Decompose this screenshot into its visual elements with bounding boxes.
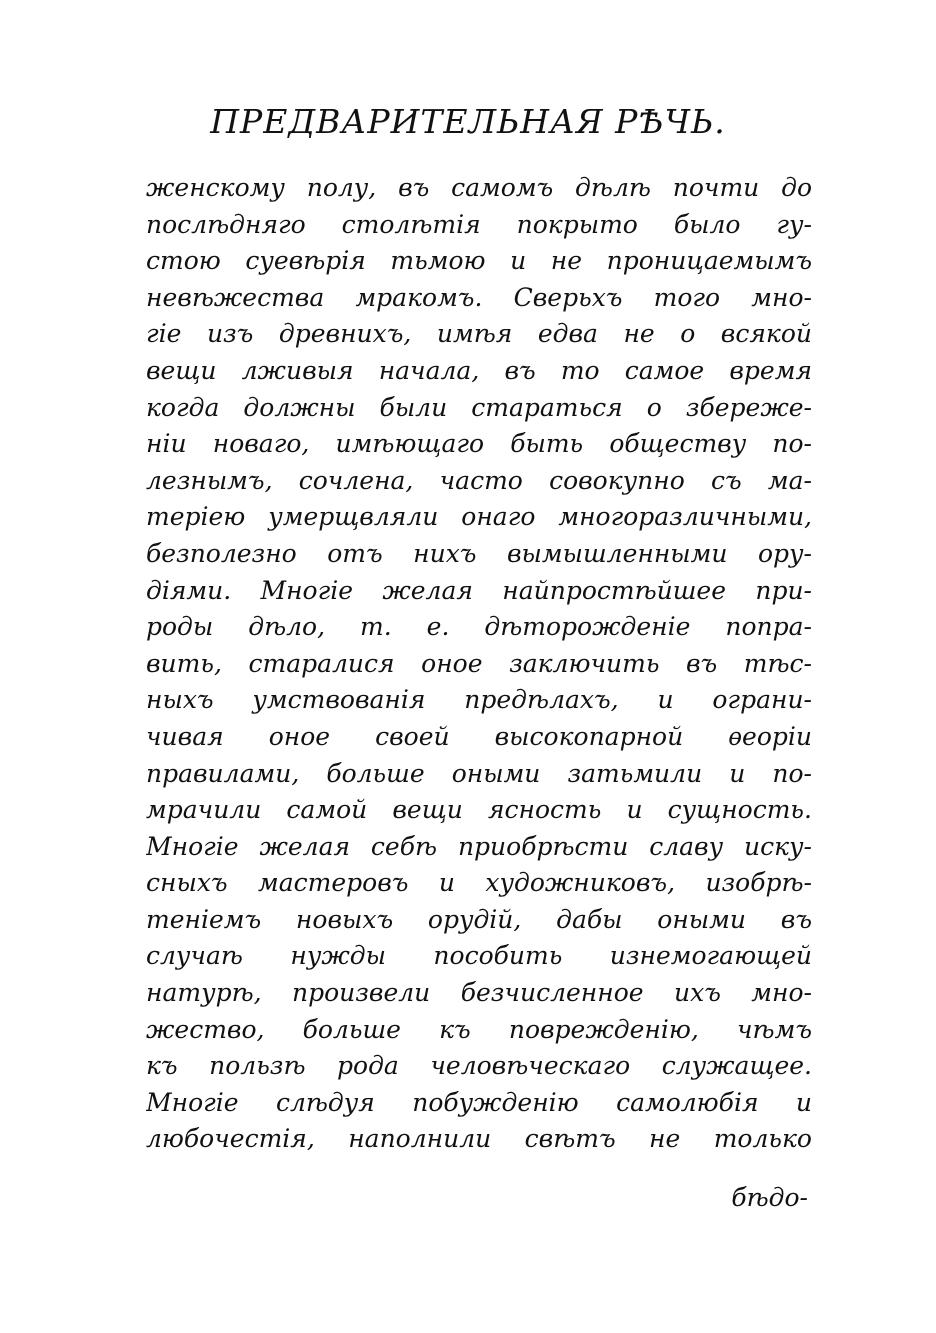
text-line: послѣдняго столѣтія покрыто было гу- <box>146 209 812 239</box>
text-line: ніи новаго, имѣющаго быть обществу по- <box>146 429 812 459</box>
text-line: Многіе слѣдуя побужденію самолюбія и <box>146 1087 812 1117</box>
text-line: діями. Многіе желая найпростѣйшее при- <box>146 575 812 605</box>
text-line: когда должны были стараться о збереже- <box>146 392 812 422</box>
text-line: Многіе желая себѣ приобрѣсти славу иску- <box>146 831 812 861</box>
text-line: ныхъ умствованія предѣлахъ, и ограни- <box>146 685 812 715</box>
page-heading: ПРЕДВАРИТЕЛЬНАЯ РѢЧЬ. <box>210 102 726 141</box>
text-line: безполезно отъ нихъ вымышленными ору- <box>146 538 812 568</box>
text-line: мрачили самой вещи ясность и сущность. <box>146 795 812 825</box>
text-line: гіе изъ древнихъ, имѣя едва не о всякой <box>146 319 812 349</box>
text-line: чивая оное своей высокопарной ѳеоріи <box>146 721 812 751</box>
text-line: натурѣ, произвели безчисленное ихъ мно- <box>146 978 812 1008</box>
text-line: теніемъ новыхъ орудій, дабы оными въ <box>146 904 812 934</box>
text-line: теріею умерщвляли онаго многоразличными, <box>146 502 812 532</box>
text-line: невѣжества мракомъ. Сверьхъ того мно- <box>146 282 812 312</box>
text-line: роды дѣло, т. е. дѣторожденіе попра- <box>146 612 812 642</box>
text-line: сныхъ мастеровъ и художниковъ, изобрѣ- <box>146 868 812 898</box>
text-line: случаѣ нужды пособить изнемогающей <box>146 941 812 971</box>
text-line: вещи лживыя начала, въ то самое время <box>146 355 812 385</box>
catchword: бѣдо- <box>731 1183 808 1212</box>
text-line: жество, больше къ поврежденію, чѣмъ <box>146 1014 812 1044</box>
body-text <box>146 170 812 1158</box>
text-line: лезнымъ, сочлена, часто совокупно съ ма- <box>146 465 812 495</box>
text-line: любочестія, наполнили свѣтъ не только <box>146 1124 812 1154</box>
text-line: вить, старалися оное заключить въ тѣс- <box>146 648 812 678</box>
text-line: женскому полу, въ самомъ дѣлѣ почти до <box>146 173 812 202</box>
text-line: къ пользѣ рода человѣческаго служащее. <box>146 1051 812 1081</box>
text-line: правилами, больше оными затьмили и по- <box>146 758 812 788</box>
text-line: стою суевѣрія тьмою и не проницаемымъ <box>146 246 812 276</box>
